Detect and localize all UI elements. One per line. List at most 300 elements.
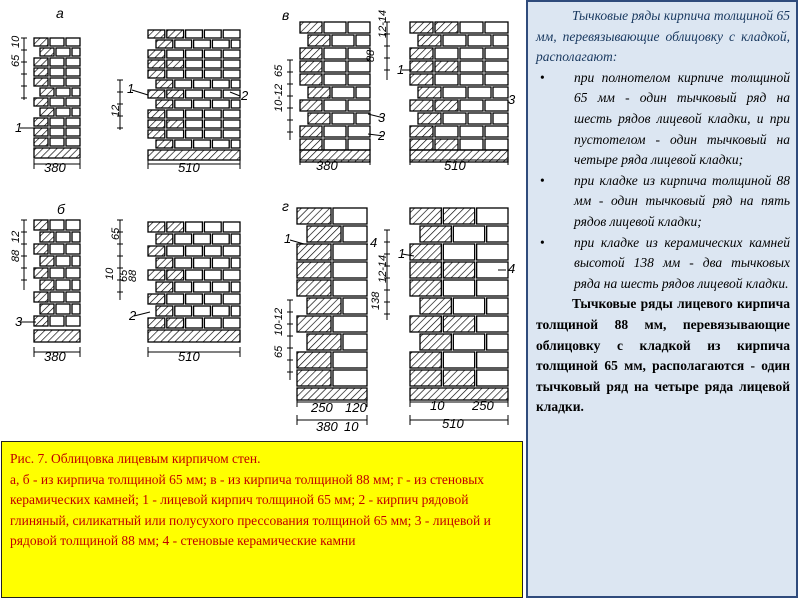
brick xyxy=(40,48,54,56)
brick xyxy=(443,35,466,46)
brick xyxy=(204,50,221,58)
brick xyxy=(34,98,48,106)
brick xyxy=(34,244,48,254)
brick xyxy=(156,258,173,268)
brick xyxy=(194,258,211,268)
brick xyxy=(343,226,367,242)
panel-letter-v: в xyxy=(282,7,290,23)
brick xyxy=(300,126,322,137)
masonry-facing-diagram xyxy=(0,0,525,440)
width-label-v-left: 380 xyxy=(316,158,338,173)
brick xyxy=(50,98,64,106)
brick xyxy=(297,388,367,400)
brick xyxy=(148,130,165,138)
brick xyxy=(186,270,203,280)
brick xyxy=(477,316,508,332)
brick xyxy=(167,120,184,128)
brick xyxy=(410,22,433,33)
brick xyxy=(297,208,331,224)
brick xyxy=(66,68,80,76)
dim-v-12-14: 12-14 xyxy=(377,9,389,38)
brick xyxy=(34,330,80,342)
dim-a-65: 65 xyxy=(10,54,22,67)
brick xyxy=(493,113,508,124)
brick xyxy=(460,22,483,33)
brick xyxy=(194,80,211,88)
brick xyxy=(410,208,441,224)
brick xyxy=(443,87,466,98)
brick xyxy=(148,318,165,328)
panel-outro: Тычковые ряды лицевого кирпича толщиной 88 мм, перевязывающие облицовку с кладкой из кирпича толщиной 65 мм, располагаются - один тычковый ряд на четыре ряда лицевой кладки. xyxy=(536,296,790,415)
width-label-g-10-bottom: 10 xyxy=(344,419,359,434)
brick xyxy=(485,22,508,33)
brick xyxy=(477,352,508,368)
brick xyxy=(167,246,184,256)
callout-b-3: 3 xyxy=(15,314,23,329)
brick xyxy=(460,48,483,59)
brick xyxy=(231,258,240,268)
brick xyxy=(231,80,240,88)
brick xyxy=(443,208,474,224)
brick xyxy=(167,50,184,58)
bullet-text: при кладке из керамических камней высотой 138 мм - два тычковых ряда на шесть рядов лицевой кладки. xyxy=(574,234,790,291)
brick xyxy=(348,74,370,85)
brick xyxy=(148,120,165,128)
brick xyxy=(194,100,211,108)
brick xyxy=(356,87,370,98)
brick xyxy=(66,316,80,326)
dim-v-88: 88 xyxy=(365,49,377,62)
brick xyxy=(194,140,211,148)
brick xyxy=(148,90,165,98)
brick xyxy=(477,280,508,296)
brick xyxy=(324,61,346,72)
brick xyxy=(420,298,451,314)
brick xyxy=(50,244,64,254)
brick xyxy=(223,70,240,78)
brick xyxy=(175,40,192,48)
width-label-g-250-right: 250 xyxy=(472,398,494,413)
brick xyxy=(186,222,203,232)
brick xyxy=(66,38,80,46)
callout-a-1-lower: 1 xyxy=(15,120,23,135)
brick xyxy=(477,370,508,386)
brick xyxy=(204,222,221,232)
brick xyxy=(324,48,346,59)
brick xyxy=(297,370,331,386)
brick xyxy=(477,244,508,260)
brick xyxy=(186,294,203,304)
brick xyxy=(156,234,173,244)
brick xyxy=(223,120,240,128)
brick xyxy=(34,128,48,136)
brick xyxy=(148,110,165,118)
brick xyxy=(40,108,54,116)
brick xyxy=(204,110,221,118)
brick xyxy=(223,50,240,58)
brick xyxy=(443,262,474,278)
brick xyxy=(72,88,80,96)
brick xyxy=(66,138,80,146)
brick xyxy=(66,244,80,254)
dim-b-10: 10 xyxy=(104,267,116,280)
callout-v-3-mid: 3 xyxy=(378,110,386,125)
brick xyxy=(66,98,80,106)
brick xyxy=(435,22,458,33)
brick xyxy=(348,139,370,150)
brick xyxy=(348,100,370,111)
brick xyxy=(56,256,70,266)
brick xyxy=(194,306,211,316)
brick xyxy=(308,87,330,98)
dim-g-10-12: 10-12 xyxy=(273,307,285,336)
brick xyxy=(485,61,508,72)
brick xyxy=(460,139,483,150)
dim-g-65: 65 xyxy=(273,345,285,358)
callout-g-4-right: 4 xyxy=(508,261,516,276)
brick xyxy=(297,244,331,260)
brick xyxy=(66,118,80,126)
brick xyxy=(300,22,322,33)
brick xyxy=(72,280,80,290)
brick xyxy=(34,138,48,146)
brick xyxy=(167,318,184,328)
brick xyxy=(50,128,64,136)
brick xyxy=(324,100,346,111)
brick xyxy=(167,70,184,78)
brick xyxy=(186,30,203,38)
brick xyxy=(204,130,221,138)
brick xyxy=(175,100,192,108)
brick xyxy=(50,138,64,146)
brick xyxy=(212,140,229,148)
brick xyxy=(186,120,203,128)
brick xyxy=(356,35,370,46)
brick xyxy=(34,68,48,76)
callout-v-3-right: 3 xyxy=(508,92,516,107)
brick xyxy=(333,316,367,332)
brick xyxy=(167,270,184,280)
brick xyxy=(333,244,367,260)
dim-g-138: 138 xyxy=(370,291,382,310)
brick xyxy=(148,60,165,68)
brick xyxy=(453,334,484,350)
brick xyxy=(56,48,70,56)
brick xyxy=(443,352,474,368)
brick xyxy=(435,126,458,137)
brick xyxy=(167,294,184,304)
brick xyxy=(443,113,466,124)
brick xyxy=(297,352,331,368)
brick xyxy=(175,80,192,88)
brick xyxy=(156,80,173,88)
brick xyxy=(453,298,484,314)
brick xyxy=(204,120,221,128)
callout-b-2: 2 xyxy=(129,308,137,323)
brick xyxy=(40,256,54,266)
brick xyxy=(333,370,367,386)
panel-letter-a: а xyxy=(56,5,64,21)
brick xyxy=(485,48,508,59)
dim-b-88-lower: 88 xyxy=(127,269,139,282)
brick xyxy=(148,222,165,232)
width-label-v-right: 510 xyxy=(444,158,466,173)
brick xyxy=(223,318,240,328)
brick xyxy=(223,270,240,280)
brick xyxy=(156,306,173,316)
width-label-g-380: 380 xyxy=(316,419,338,434)
brick xyxy=(204,60,221,68)
brick xyxy=(300,100,322,111)
brick xyxy=(410,139,433,150)
brick xyxy=(66,128,80,136)
brick xyxy=(175,258,192,268)
brick xyxy=(156,282,173,292)
brick xyxy=(167,222,184,232)
brick xyxy=(223,90,240,98)
brick xyxy=(34,316,48,326)
brick xyxy=(297,262,331,278)
brick xyxy=(223,294,240,304)
brick xyxy=(223,110,240,118)
dimension-line xyxy=(132,90,148,95)
brick xyxy=(204,318,221,328)
brick xyxy=(66,58,80,66)
brick xyxy=(410,74,433,85)
brick xyxy=(418,87,441,98)
brick xyxy=(443,244,474,260)
width-label-a-right: 510 xyxy=(178,160,200,175)
callout-g-4-left: 4 xyxy=(370,235,378,250)
width-label-b-right: 510 xyxy=(178,349,200,364)
brick xyxy=(50,78,64,86)
width-label-g-120: 120 xyxy=(345,400,367,415)
dim-v-65: 65 xyxy=(273,64,285,77)
brick xyxy=(410,61,433,72)
brick xyxy=(435,100,458,111)
brick xyxy=(468,35,491,46)
brick xyxy=(56,108,70,116)
brick xyxy=(231,282,240,292)
brick xyxy=(493,35,508,46)
brick xyxy=(204,294,221,304)
brick xyxy=(410,48,433,59)
brick xyxy=(156,100,173,108)
dim-a-10: 10 xyxy=(10,35,22,48)
brick xyxy=(420,334,451,350)
brick xyxy=(148,150,240,160)
brick xyxy=(148,30,165,38)
brick xyxy=(324,74,346,85)
bullet-item xyxy=(536,171,790,233)
bullet-dot-icon: • xyxy=(540,69,545,85)
brick xyxy=(418,35,441,46)
brick xyxy=(443,370,474,386)
brick xyxy=(186,318,203,328)
brick xyxy=(333,352,367,368)
brick xyxy=(477,208,508,224)
brick xyxy=(410,370,441,386)
callout-v-2: 2 xyxy=(378,128,386,143)
brick xyxy=(72,108,80,116)
brick xyxy=(410,262,441,278)
brick xyxy=(297,316,331,332)
brick xyxy=(186,246,203,256)
dim-b-65: 65 xyxy=(110,227,122,240)
caption-title: Рис. 7. Облицовка лицевым кирпичом стен. xyxy=(10,451,261,466)
brick xyxy=(460,126,483,137)
brick xyxy=(175,140,192,148)
bullet-text: при кладке из кирпича толщиной 88 мм - один тычковый ряд на пять рядов лицевой кладки; xyxy=(574,172,790,229)
brick xyxy=(50,292,64,302)
bullet-dot-icon: • xyxy=(540,234,545,250)
brick xyxy=(50,220,64,230)
brick xyxy=(50,118,64,126)
panel-intro: Тычковые ряды кирпича толщиной 65 мм, перевязывающие облицовку с кладкой, располагают: xyxy=(536,8,790,65)
brick xyxy=(50,316,64,326)
brick xyxy=(468,113,491,124)
width-label-b-left: 380 xyxy=(44,349,66,364)
brick xyxy=(410,352,441,368)
brick xyxy=(420,226,451,242)
brick xyxy=(40,88,54,96)
callout-g-1: 1 xyxy=(284,231,292,246)
callout-a-2: 2 xyxy=(241,88,249,103)
brick xyxy=(186,130,203,138)
brick xyxy=(485,74,508,85)
brick xyxy=(297,280,331,296)
brick xyxy=(460,74,483,85)
brick xyxy=(460,61,483,72)
brick xyxy=(148,294,165,304)
brick xyxy=(332,35,354,46)
brick xyxy=(443,280,474,296)
brick xyxy=(231,306,240,316)
brick xyxy=(460,100,483,111)
brick xyxy=(300,61,322,72)
brick xyxy=(148,70,165,78)
brick xyxy=(212,258,229,268)
brick xyxy=(324,126,346,137)
brick xyxy=(34,220,48,230)
brick xyxy=(40,280,54,290)
brick xyxy=(307,226,341,242)
brick xyxy=(332,87,354,98)
callout-v-1-left: 1 xyxy=(397,62,405,77)
width-label-a-left: 380 xyxy=(44,160,66,175)
bullet-text: при полнотелом кирпиче толщиной 65 мм - один тычковый ряд на шесть рядов лицевой кладки, и при пустотелом - один тычковый на четыре ряда лицевой кладки; xyxy=(574,69,790,168)
width-label-g-10-top: 10 xyxy=(430,398,445,413)
brick xyxy=(332,113,354,124)
brick xyxy=(204,270,221,280)
brick xyxy=(231,40,240,48)
brick xyxy=(56,280,70,290)
brick xyxy=(204,30,221,38)
brick xyxy=(468,87,491,98)
brick xyxy=(50,58,64,66)
brick xyxy=(348,22,370,33)
caption-body: а, б - из кирпича толщиной 65 мм; в - из кирпича толщиной 88 мм; г - из стеновых керамических камней; 1 - лицевой кирпич толщиной 65 мм; 2 - кирпич рядовой глиняный, силикатный или полусухого прессования толщиной 65 мм; 3 - лицевой и рядовой толщиной 88 мм; 4 - стеновые керамические камни xyxy=(10,471,491,548)
brick xyxy=(148,50,165,58)
brick xyxy=(34,58,48,66)
brick xyxy=(300,74,322,85)
brick xyxy=(204,90,221,98)
brick xyxy=(167,90,184,98)
brick xyxy=(343,298,367,314)
brick xyxy=(308,113,330,124)
brick xyxy=(34,38,48,46)
brick xyxy=(40,232,54,242)
brick xyxy=(34,268,48,278)
brick xyxy=(72,232,80,242)
dimension-line xyxy=(134,312,150,316)
brick xyxy=(148,330,240,342)
brick xyxy=(194,234,211,244)
brick xyxy=(410,244,441,260)
brick xyxy=(223,130,240,138)
dim-b-65-lower: 65 xyxy=(118,269,130,282)
brick xyxy=(487,226,508,242)
brick xyxy=(410,100,433,111)
brick xyxy=(212,282,229,292)
brick xyxy=(186,70,203,78)
brick xyxy=(50,38,64,46)
dim-g-12-14: 12-14 xyxy=(377,254,389,283)
brick xyxy=(167,60,184,68)
brick xyxy=(348,126,370,137)
callout-g-1-right: 1 xyxy=(398,246,406,261)
dim-b-12: 12 xyxy=(10,230,22,243)
brick xyxy=(50,268,64,278)
bullet-dot-icon: • xyxy=(540,172,545,188)
brick xyxy=(333,262,367,278)
width-label-g-250-left: 250 xyxy=(311,400,333,415)
brick xyxy=(167,130,184,138)
brick xyxy=(231,234,240,244)
brick xyxy=(194,40,211,48)
brick xyxy=(333,208,367,224)
brick xyxy=(72,256,80,266)
brick xyxy=(186,50,203,58)
panel-letter-b: б xyxy=(57,201,65,217)
brick xyxy=(186,60,203,68)
brick xyxy=(487,334,508,350)
dim-a-12: 12 xyxy=(110,104,122,117)
brick xyxy=(66,220,80,230)
brick xyxy=(50,68,64,76)
brick xyxy=(485,139,508,150)
brick xyxy=(324,22,346,33)
brick xyxy=(435,61,458,72)
brick xyxy=(175,234,192,244)
brick xyxy=(410,316,441,332)
text-panel xyxy=(526,0,798,598)
brick xyxy=(300,48,322,59)
brick xyxy=(308,35,330,46)
brick xyxy=(194,282,211,292)
brick xyxy=(56,304,70,314)
brick xyxy=(443,316,474,332)
brick xyxy=(487,298,508,314)
bullet-item xyxy=(536,233,790,295)
brick xyxy=(156,140,173,148)
brick xyxy=(212,100,229,108)
brick xyxy=(223,60,240,68)
brick xyxy=(435,74,458,85)
brick xyxy=(435,139,458,150)
brick xyxy=(223,30,240,38)
brick xyxy=(66,292,80,302)
